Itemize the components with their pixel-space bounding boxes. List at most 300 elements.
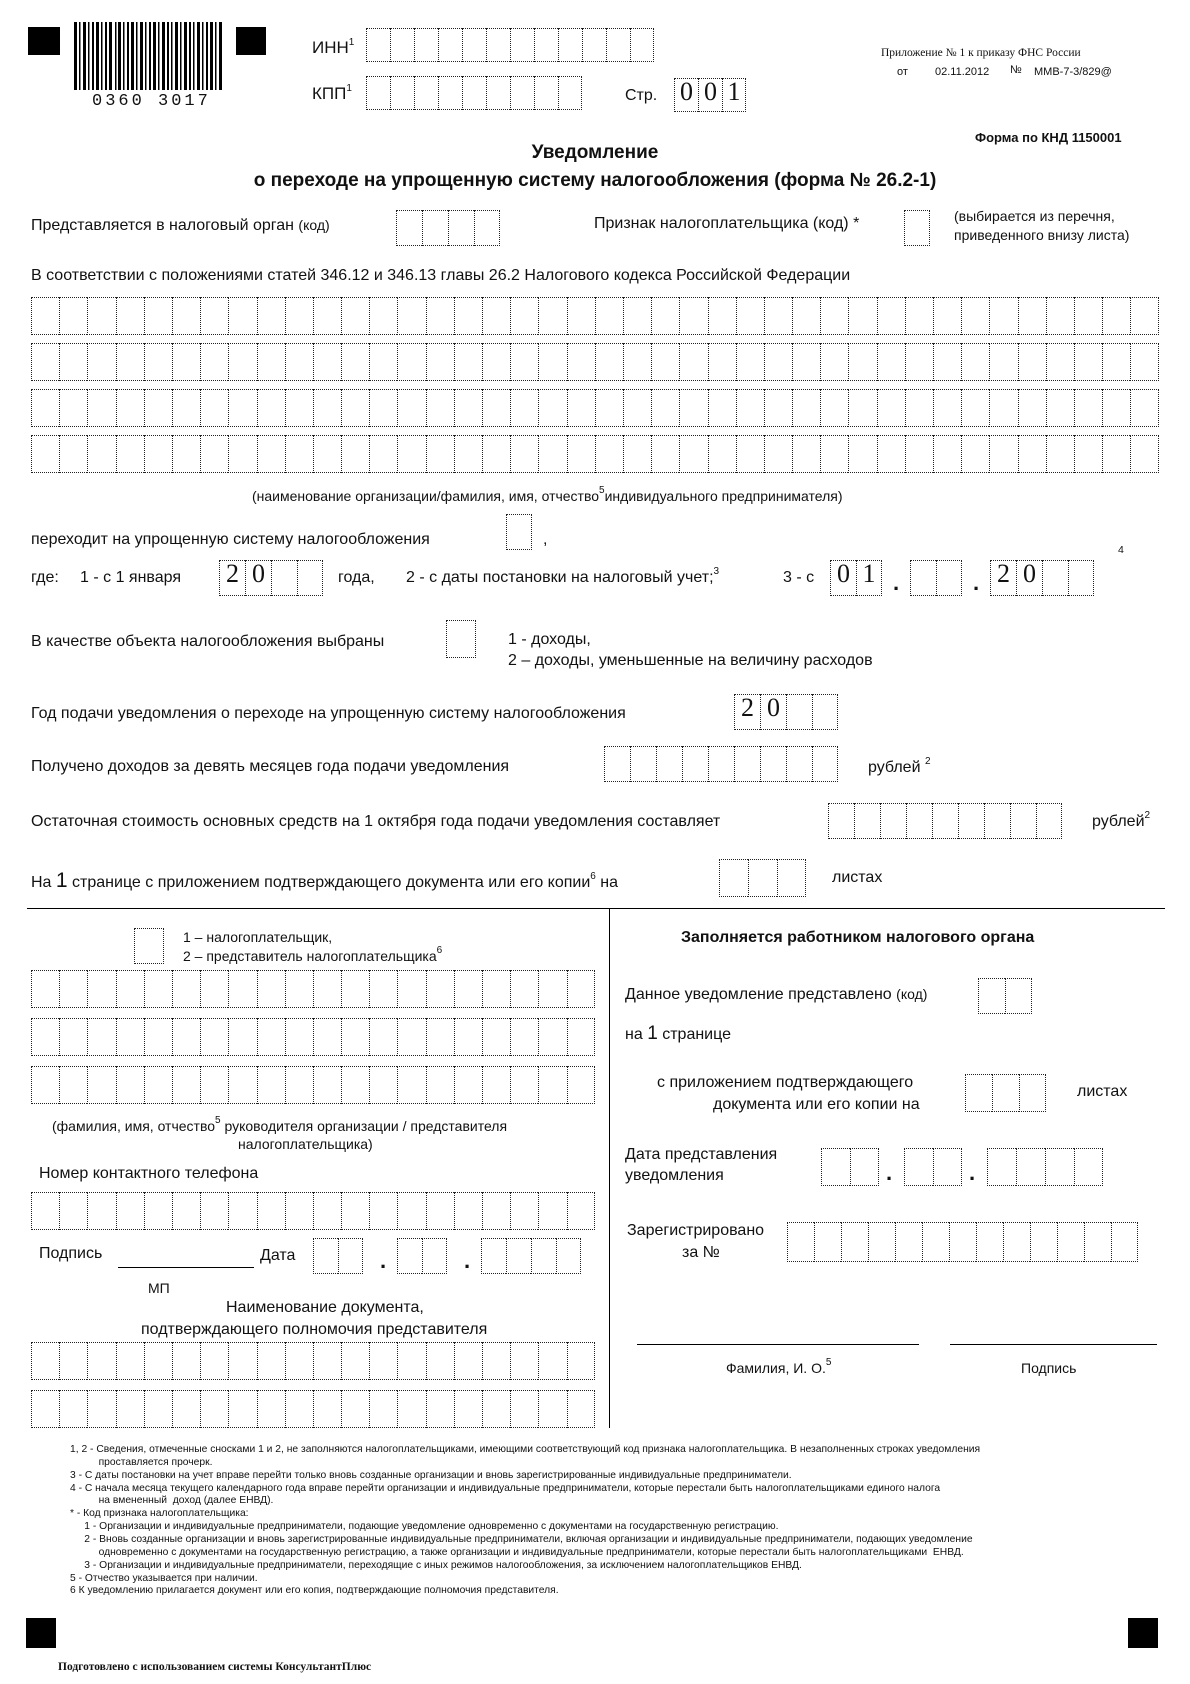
sign-date-month-cells[interactable] bbox=[397, 1238, 447, 1274]
attach-count-cells[interactable] bbox=[965, 1074, 1046, 1112]
grid-cell[interactable] bbox=[397, 1066, 425, 1104]
grid-cell[interactable] bbox=[341, 297, 369, 335]
grid-cell[interactable] bbox=[200, 1018, 228, 1056]
grid-cell[interactable] bbox=[454, 1066, 482, 1104]
grid-cell[interactable] bbox=[510, 1390, 538, 1428]
grid-cell[interactable] bbox=[567, 1342, 595, 1380]
grid-cell[interactable] bbox=[567, 343, 595, 381]
grid-cell[interactable] bbox=[764, 297, 792, 335]
grid-cell[interactable] bbox=[1102, 389, 1130, 427]
grid-cell[interactable] bbox=[341, 1192, 369, 1230]
grid-cell[interactable] bbox=[623, 297, 651, 335]
grid-cell[interactable] bbox=[172, 1390, 200, 1428]
grid-cell[interactable] bbox=[285, 1390, 313, 1428]
grid-cell[interactable] bbox=[59, 970, 87, 1008]
grid-cell[interactable] bbox=[510, 1018, 538, 1056]
grid-cell[interactable] bbox=[369, 389, 397, 427]
grid-cell[interactable] bbox=[426, 297, 454, 335]
grid-cell[interactable] bbox=[538, 1342, 566, 1380]
signature-line[interactable] bbox=[118, 1267, 254, 1268]
grid-cell[interactable] bbox=[538, 1390, 566, 1428]
inn-cells[interactable] bbox=[366, 28, 654, 62]
grid-cell[interactable] bbox=[341, 970, 369, 1008]
grid-cell[interactable] bbox=[172, 435, 200, 473]
grid-cell[interactable] bbox=[482, 343, 510, 381]
taxpayer-sign-cell[interactable] bbox=[904, 210, 930, 246]
grid-row[interactable] bbox=[31, 970, 595, 1008]
grid-cell[interactable] bbox=[820, 435, 848, 473]
grid-cell[interactable] bbox=[989, 435, 1017, 473]
grid-cell[interactable] bbox=[228, 1018, 256, 1056]
grid-cell[interactable] bbox=[257, 1066, 285, 1104]
grid-cell[interactable] bbox=[454, 343, 482, 381]
grid-cell[interactable] bbox=[792, 435, 820, 473]
grid-cell[interactable] bbox=[397, 389, 425, 427]
grid-cell[interactable] bbox=[200, 1192, 228, 1230]
grid-cell[interactable] bbox=[200, 297, 228, 335]
grid-cell[interactable] bbox=[31, 297, 59, 335]
grid-cell[interactable] bbox=[426, 343, 454, 381]
grid-cell[interactable] bbox=[538, 435, 566, 473]
grid-cell[interactable] bbox=[1074, 343, 1102, 381]
grid-cell[interactable] bbox=[369, 1192, 397, 1230]
grid-cell[interactable] bbox=[454, 970, 482, 1008]
income-cells[interactable] bbox=[604, 746, 838, 782]
grid-cell[interactable] bbox=[1102, 343, 1130, 381]
year-submit-cells[interactable]: 2 0 bbox=[734, 694, 838, 730]
grid-cell[interactable] bbox=[482, 389, 510, 427]
grid-cell[interactable] bbox=[257, 1018, 285, 1056]
grid-cell[interactable] bbox=[341, 1018, 369, 1056]
grid-cell[interactable] bbox=[989, 297, 1017, 335]
grid-cell[interactable] bbox=[651, 343, 679, 381]
grid-cell[interactable] bbox=[1074, 435, 1102, 473]
grid-cell[interactable] bbox=[397, 343, 425, 381]
grid-cell[interactable] bbox=[454, 1018, 482, 1056]
grid-cell[interactable] bbox=[482, 970, 510, 1008]
grid-cell[interactable] bbox=[369, 1390, 397, 1428]
grid-cell[interactable] bbox=[313, 389, 341, 427]
grid-cell[interactable] bbox=[87, 1066, 115, 1104]
grid-cell[interactable] bbox=[144, 1342, 172, 1380]
grid-row[interactable] bbox=[31, 343, 1159, 381]
grid-cell[interactable] bbox=[313, 1066, 341, 1104]
grid-cell[interactable] bbox=[257, 389, 285, 427]
grid-cell[interactable] bbox=[1130, 297, 1158, 335]
grid-cell[interactable] bbox=[708, 297, 736, 335]
grid-cell[interactable] bbox=[228, 1192, 256, 1230]
grid-cell[interactable] bbox=[595, 389, 623, 427]
grid-cell[interactable] bbox=[87, 970, 115, 1008]
grid-cell[interactable] bbox=[228, 297, 256, 335]
submit-date-day-cells[interactable] bbox=[821, 1148, 879, 1186]
grid-cell[interactable] bbox=[426, 1018, 454, 1056]
grid-cell[interactable] bbox=[651, 435, 679, 473]
grid-cell[interactable] bbox=[426, 1192, 454, 1230]
grid-cell[interactable] bbox=[200, 389, 228, 427]
grid-cell[interactable] bbox=[567, 435, 595, 473]
grid-cell[interactable] bbox=[1018, 435, 1046, 473]
grid-cell[interactable] bbox=[961, 343, 989, 381]
grid-cell[interactable] bbox=[567, 1066, 595, 1104]
pages-count-cells[interactable] bbox=[719, 859, 806, 897]
grid-cell[interactable] bbox=[87, 1390, 115, 1428]
grid-cell[interactable] bbox=[116, 1342, 144, 1380]
grid-cell[interactable] bbox=[369, 1018, 397, 1056]
grid-cell[interactable] bbox=[961, 297, 989, 335]
grid-cell[interactable] bbox=[877, 435, 905, 473]
grid-cell[interactable] bbox=[397, 970, 425, 1008]
grid-cell[interactable] bbox=[820, 389, 848, 427]
grid-cell[interactable] bbox=[285, 1066, 313, 1104]
grid-cell[interactable] bbox=[764, 389, 792, 427]
object-code-cell[interactable] bbox=[446, 620, 476, 658]
grid-cell[interactable] bbox=[1046, 343, 1074, 381]
grid-cell[interactable] bbox=[144, 435, 172, 473]
grid-cell[interactable] bbox=[172, 297, 200, 335]
grid-cell[interactable] bbox=[538, 389, 566, 427]
grid-cell[interactable] bbox=[228, 389, 256, 427]
grid-cell[interactable] bbox=[172, 1192, 200, 1230]
grid-cell[interactable] bbox=[341, 1390, 369, 1428]
grid-cell[interactable] bbox=[397, 1192, 425, 1230]
grid-cell[interactable] bbox=[285, 1342, 313, 1380]
grid-cell[interactable] bbox=[538, 970, 566, 1008]
grid-cell[interactable] bbox=[172, 1018, 200, 1056]
grid-cell[interactable] bbox=[31, 343, 59, 381]
grid-cell[interactable] bbox=[285, 1018, 313, 1056]
grid-cell[interactable] bbox=[257, 435, 285, 473]
grid-row[interactable] bbox=[31, 1066, 595, 1104]
grid-cell[interactable] bbox=[848, 435, 876, 473]
grid-cell[interactable] bbox=[200, 970, 228, 1008]
grid-cell[interactable] bbox=[1074, 389, 1102, 427]
grid-cell[interactable] bbox=[285, 970, 313, 1008]
grid-cell[interactable] bbox=[116, 435, 144, 473]
submit-date-year-cells[interactable] bbox=[987, 1148, 1103, 1186]
grid-cell[interactable] bbox=[426, 1390, 454, 1428]
grid-cell[interactable] bbox=[538, 343, 566, 381]
grid-cell[interactable] bbox=[651, 297, 679, 335]
grid-cell[interactable] bbox=[228, 1342, 256, 1380]
grid-cell[interactable] bbox=[313, 1390, 341, 1428]
grid-row[interactable] bbox=[31, 1192, 595, 1230]
grid-cell[interactable] bbox=[87, 1018, 115, 1056]
grid-cell[interactable] bbox=[116, 970, 144, 1008]
grid-cell[interactable] bbox=[397, 1390, 425, 1428]
grid-cell[interactable] bbox=[369, 1342, 397, 1380]
grid-cell[interactable] bbox=[172, 343, 200, 381]
grid-cell[interactable] bbox=[454, 1192, 482, 1230]
grid-cell[interactable] bbox=[426, 1342, 454, 1380]
signer-type-cell[interactable] bbox=[134, 928, 164, 964]
grid-cell[interactable] bbox=[257, 343, 285, 381]
grid-cell[interactable] bbox=[200, 1390, 228, 1428]
grid-cell[interactable] bbox=[31, 435, 59, 473]
grid-cell[interactable] bbox=[59, 1018, 87, 1056]
grid-cell[interactable] bbox=[116, 1066, 144, 1104]
grid-cell[interactable] bbox=[59, 1192, 87, 1230]
grid-cell[interactable] bbox=[595, 435, 623, 473]
grid-cell[interactable] bbox=[482, 297, 510, 335]
grid-cell[interactable] bbox=[538, 1018, 566, 1056]
grid-cell[interactable] bbox=[1130, 435, 1158, 473]
grid-cell[interactable] bbox=[341, 389, 369, 427]
grid-cell[interactable] bbox=[313, 1018, 341, 1056]
grid-cell[interactable] bbox=[623, 435, 651, 473]
grid-cell[interactable] bbox=[59, 1066, 87, 1104]
grid-cell[interactable] bbox=[510, 297, 538, 335]
grid-cell[interactable] bbox=[736, 435, 764, 473]
grid-cell[interactable] bbox=[397, 297, 425, 335]
grid-cell[interactable] bbox=[651, 389, 679, 427]
grid-cell[interactable] bbox=[820, 343, 848, 381]
grid-cell[interactable] bbox=[848, 297, 876, 335]
grid-cell[interactable] bbox=[313, 435, 341, 473]
grid-cell[interactable] bbox=[369, 970, 397, 1008]
grid-cell[interactable] bbox=[933, 297, 961, 335]
grid-cell[interactable] bbox=[595, 343, 623, 381]
grid-cell[interactable] bbox=[341, 1342, 369, 1380]
grid-cell[interactable] bbox=[510, 435, 538, 473]
option3-day-cells[interactable]: 0 1 bbox=[830, 560, 882, 596]
grid-cell[interactable] bbox=[454, 435, 482, 473]
grid-cell[interactable] bbox=[172, 1066, 200, 1104]
grid-cell[interactable] bbox=[285, 297, 313, 335]
grid-cell[interactable] bbox=[792, 389, 820, 427]
grid-cell[interactable] bbox=[144, 1390, 172, 1428]
grid-cell[interactable] bbox=[679, 389, 707, 427]
grid-cell[interactable] bbox=[228, 1390, 256, 1428]
grid-row[interactable] bbox=[31, 435, 1159, 473]
grid-cell[interactable] bbox=[1130, 389, 1158, 427]
grid-cell[interactable] bbox=[200, 1066, 228, 1104]
grid-cell[interactable] bbox=[31, 970, 59, 1008]
grid-cell[interactable] bbox=[285, 435, 313, 473]
grid-cell[interactable] bbox=[1046, 297, 1074, 335]
grid-cell[interactable] bbox=[567, 970, 595, 1008]
grid-cell[interactable] bbox=[482, 1192, 510, 1230]
grid-cell[interactable] bbox=[369, 297, 397, 335]
grid-row[interactable] bbox=[31, 1342, 595, 1380]
registration-number-cells[interactable] bbox=[787, 1222, 1138, 1262]
grid-cell[interactable] bbox=[87, 389, 115, 427]
grid-cell[interactable] bbox=[961, 435, 989, 473]
grid-cell[interactable] bbox=[623, 343, 651, 381]
grid-cell[interactable] bbox=[933, 435, 961, 473]
grid-cell[interactable] bbox=[228, 1066, 256, 1104]
grid-cell[interactable] bbox=[848, 343, 876, 381]
grid-cell[interactable] bbox=[341, 343, 369, 381]
grid-cell[interactable] bbox=[708, 389, 736, 427]
grid-cell[interactable] bbox=[736, 389, 764, 427]
option3-month-cells[interactable] bbox=[910, 560, 962, 596]
grid-cell[interactable] bbox=[905, 343, 933, 381]
grid-cell[interactable] bbox=[228, 343, 256, 381]
grid-cell[interactable] bbox=[1102, 435, 1130, 473]
option3-year-cells[interactable]: 2 0 bbox=[990, 560, 1094, 596]
grid-cell[interactable] bbox=[933, 343, 961, 381]
inspector-fio-line[interactable] bbox=[637, 1344, 919, 1345]
grid-cell[interactable] bbox=[510, 1342, 538, 1380]
grid-cell[interactable] bbox=[313, 1192, 341, 1230]
grid-cell[interactable] bbox=[736, 343, 764, 381]
grid-cell[interactable] bbox=[341, 1066, 369, 1104]
grid-cell[interactable] bbox=[59, 1342, 87, 1380]
grid-cell[interactable] bbox=[144, 1018, 172, 1056]
grid-cell[interactable] bbox=[567, 1390, 595, 1428]
grid-cell[interactable] bbox=[200, 435, 228, 473]
grid-cell[interactable] bbox=[510, 1066, 538, 1104]
grid-row[interactable] bbox=[31, 297, 1159, 335]
grid-cell[interactable] bbox=[623, 389, 651, 427]
grid-cell[interactable] bbox=[454, 1390, 482, 1428]
grid-cell[interactable] bbox=[538, 297, 566, 335]
grid-cell[interactable] bbox=[31, 1390, 59, 1428]
grid-cell[interactable] bbox=[905, 389, 933, 427]
grid-cell[interactable] bbox=[397, 1342, 425, 1380]
grid-cell[interactable] bbox=[87, 343, 115, 381]
submit-date-month-cells[interactable] bbox=[904, 1148, 962, 1186]
grid-row[interactable] bbox=[31, 389, 1159, 427]
grid-cell[interactable] bbox=[989, 389, 1017, 427]
grid-cell[interactable] bbox=[144, 297, 172, 335]
grid-cell[interactable] bbox=[369, 343, 397, 381]
tax-authority-code-cells[interactable] bbox=[396, 210, 500, 246]
grid-cell[interactable] bbox=[877, 343, 905, 381]
grid-cell[interactable] bbox=[764, 343, 792, 381]
grid-cell[interactable] bbox=[257, 970, 285, 1008]
grid-cell[interactable] bbox=[567, 297, 595, 335]
grid-cell[interactable] bbox=[792, 343, 820, 381]
grid-cell[interactable] bbox=[397, 1018, 425, 1056]
grid-cell[interactable] bbox=[87, 1192, 115, 1230]
grid-cell[interactable] bbox=[454, 1342, 482, 1380]
grid-cell[interactable] bbox=[877, 297, 905, 335]
grid-cell[interactable] bbox=[59, 1390, 87, 1428]
grid-cell[interactable] bbox=[1074, 297, 1102, 335]
grid-cell[interactable] bbox=[567, 389, 595, 427]
grid-cell[interactable] bbox=[482, 435, 510, 473]
grid-cell[interactable] bbox=[454, 297, 482, 335]
grid-cell[interactable] bbox=[933, 389, 961, 427]
grid-cell[interactable] bbox=[426, 435, 454, 473]
grid-cell[interactable] bbox=[144, 343, 172, 381]
grid-cell[interactable] bbox=[1018, 343, 1046, 381]
grid-cell[interactable] bbox=[200, 1342, 228, 1380]
grid-cell[interactable] bbox=[87, 297, 115, 335]
grid-cell[interactable] bbox=[228, 970, 256, 1008]
grid-cell[interactable] bbox=[313, 970, 341, 1008]
grid-cell[interactable] bbox=[482, 1342, 510, 1380]
grid-cell[interactable] bbox=[87, 1342, 115, 1380]
grid-cell[interactable] bbox=[905, 297, 933, 335]
grid-cell[interactable] bbox=[1046, 435, 1074, 473]
grid-cell[interactable] bbox=[1130, 343, 1158, 381]
grid-cell[interactable] bbox=[877, 389, 905, 427]
page-number-cells[interactable]: 0 0 1 bbox=[674, 78, 746, 112]
grid-cell[interactable] bbox=[482, 1018, 510, 1056]
grid-cell[interactable] bbox=[848, 389, 876, 427]
grid-cell[interactable] bbox=[200, 343, 228, 381]
grid-cell[interactable] bbox=[144, 1192, 172, 1230]
grid-cell[interactable] bbox=[285, 389, 313, 427]
grid-cell[interactable] bbox=[257, 1192, 285, 1230]
grid-cell[interactable] bbox=[172, 970, 200, 1008]
grid-cell[interactable] bbox=[961, 389, 989, 427]
sign-date-day-cells[interactable] bbox=[313, 1238, 363, 1274]
grid-cell[interactable] bbox=[1018, 297, 1046, 335]
grid-cell[interactable] bbox=[510, 1192, 538, 1230]
grid-cell[interactable] bbox=[31, 1066, 59, 1104]
grid-cell[interactable] bbox=[595, 297, 623, 335]
grid-cell[interactable] bbox=[679, 435, 707, 473]
grid-cell[interactable] bbox=[59, 297, 87, 335]
grid-cell[interactable] bbox=[538, 1066, 566, 1104]
grid-cell[interactable] bbox=[31, 1342, 59, 1380]
grid-cell[interactable] bbox=[1102, 297, 1130, 335]
option1-year-cells[interactable]: 2 0 bbox=[219, 560, 323, 596]
sign-date-year-cells[interactable] bbox=[481, 1238, 581, 1274]
grid-cell[interactable] bbox=[116, 1390, 144, 1428]
grid-cell[interactable] bbox=[426, 1066, 454, 1104]
grid-cell[interactable] bbox=[172, 1342, 200, 1380]
kpp-cells[interactable] bbox=[366, 76, 582, 110]
grid-row[interactable] bbox=[31, 1018, 595, 1056]
grid-cell[interactable] bbox=[679, 297, 707, 335]
grid-cell[interactable] bbox=[144, 1066, 172, 1104]
grid-cell[interactable] bbox=[708, 343, 736, 381]
grid-cell[interactable] bbox=[510, 389, 538, 427]
grid-cell[interactable] bbox=[116, 1018, 144, 1056]
grid-cell[interactable] bbox=[31, 389, 59, 427]
grid-cell[interactable] bbox=[59, 389, 87, 427]
submitted-code-cells[interactable] bbox=[978, 978, 1032, 1014]
grid-cell[interactable] bbox=[31, 1018, 59, 1056]
grid-cell[interactable] bbox=[482, 1066, 510, 1104]
grid-cell[interactable] bbox=[510, 343, 538, 381]
grid-cell[interactable] bbox=[905, 435, 933, 473]
grid-cell[interactable] bbox=[426, 970, 454, 1008]
grid-row[interactable] bbox=[31, 1390, 595, 1428]
grid-cell[interactable] bbox=[257, 297, 285, 335]
grid-cell[interactable] bbox=[510, 970, 538, 1008]
grid-cell[interactable] bbox=[31, 1192, 59, 1230]
grid-cell[interactable] bbox=[313, 343, 341, 381]
grid-cell[interactable] bbox=[454, 389, 482, 427]
grid-cell[interactable] bbox=[764, 435, 792, 473]
grid-cell[interactable] bbox=[116, 1192, 144, 1230]
grid-cell[interactable] bbox=[482, 1390, 510, 1428]
grid-cell[interactable] bbox=[1018, 389, 1046, 427]
grid-cell[interactable] bbox=[313, 297, 341, 335]
grid-cell[interactable] bbox=[116, 297, 144, 335]
grid-cell[interactable] bbox=[426, 389, 454, 427]
grid-cell[interactable] bbox=[285, 343, 313, 381]
grid-cell[interactable] bbox=[59, 435, 87, 473]
grid-cell[interactable] bbox=[87, 435, 115, 473]
grid-cell[interactable] bbox=[116, 389, 144, 427]
grid-cell[interactable] bbox=[144, 389, 172, 427]
grid-cell[interactable] bbox=[708, 435, 736, 473]
inspector-sign-line[interactable] bbox=[950, 1344, 1157, 1345]
grid-cell[interactable] bbox=[567, 1018, 595, 1056]
grid-cell[interactable] bbox=[257, 1342, 285, 1380]
grid-cell[interactable] bbox=[820, 297, 848, 335]
grid-cell[interactable] bbox=[1046, 389, 1074, 427]
grid-cell[interactable] bbox=[369, 1066, 397, 1104]
grid-cell[interactable] bbox=[313, 1342, 341, 1380]
